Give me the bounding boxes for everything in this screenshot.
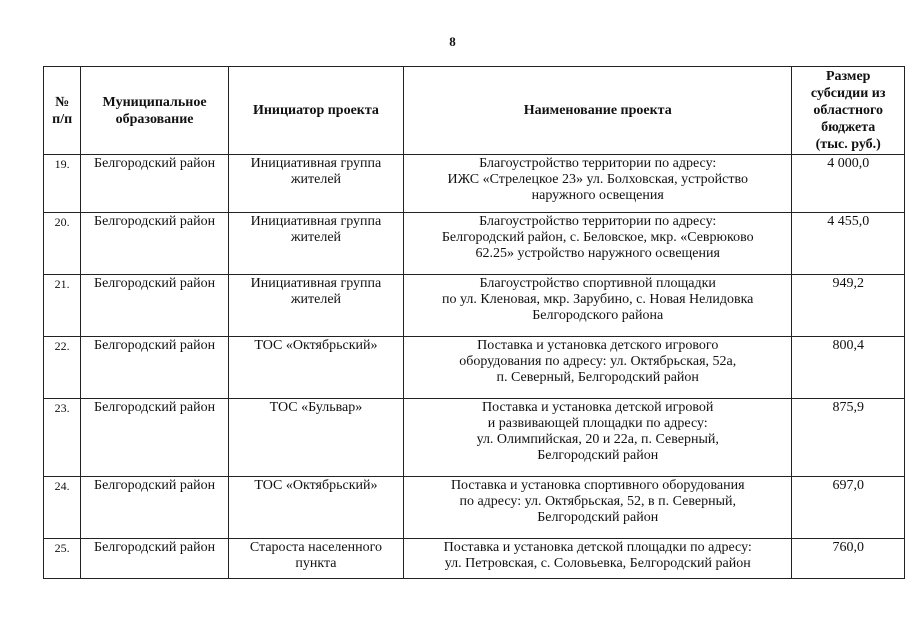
row-project <box>404 539 792 579</box>
row-initiator <box>228 477 403 539</box>
row-project-line: Белгородский район <box>537 448 659 463</box>
header-number-line: п/п <box>52 111 73 127</box>
row-municipality: Белгородский район <box>81 213 229 275</box>
header-subsidy-line: бюджета <box>821 120 876 135</box>
header-municipality <box>81 67 229 155</box>
row-project-line: и развивающей площадки по адресу: <box>487 416 708 431</box>
row-initiator-line: Староста населенного <box>249 540 382 555</box>
row-project <box>404 275 792 337</box>
row-project-line: Белгородский район, с. Беловское, мкр. «Севрюково <box>441 230 754 245</box>
header-municipality-line: образование <box>115 111 194 127</box>
row-project-line: Белгородского района <box>532 308 664 323</box>
row-initiator-line: ТОС «Октябрьский» <box>254 338 378 353</box>
row-number: 23. <box>44 399 81 477</box>
row-initiator-line: жителей <box>290 292 342 307</box>
row-number: 20. <box>44 213 81 275</box>
page-number: 8 <box>449 34 456 49</box>
row-initiator-line: жителей <box>290 172 342 187</box>
table-row <box>44 275 905 337</box>
row-project-line: оборудования по адресу: ул. Октябрьская, 52а, <box>459 354 737 369</box>
header-number-line: № <box>55 94 70 110</box>
row-initiator <box>228 213 403 275</box>
row-project-line: Поставка и установка детского игрового <box>477 338 719 353</box>
header-municipality-line: Муниципальное <box>102 94 207 110</box>
row-project-line: Благоустройство спортивной площадки <box>479 276 716 291</box>
row-number: 21. <box>44 275 81 337</box>
row-initiator-line: ТОС «Бульвар» <box>269 400 363 415</box>
row-project-line: ул. Петровская, с. Соловьевка, Белгородский район <box>444 556 751 571</box>
row-amount: 800,4 <box>792 337 905 399</box>
row-municipality: Белгородский район <box>81 275 229 337</box>
row-project-line: Поставка и установка спортивного оборудования <box>450 478 745 493</box>
table-row <box>44 477 905 539</box>
row-initiator <box>228 275 403 337</box>
row-number: 22. <box>44 337 81 399</box>
row-project-line: п. Северный, Белгородский район <box>496 370 699 385</box>
row-project-line: ул. Олимпийская, 20 и 22а, п. Северный, <box>476 432 719 447</box>
row-project <box>404 477 792 539</box>
header-number <box>44 67 81 155</box>
subsidy-table <box>43 66 905 579</box>
row-amount: 697,0 <box>792 477 905 539</box>
row-initiator <box>228 399 403 477</box>
row-amount: 4 000,0 <box>792 155 905 213</box>
row-municipality: Белгородский район <box>81 477 229 539</box>
table-body <box>44 155 905 579</box>
row-amount: 875,9 <box>792 399 905 477</box>
row-project-line: 62.25» устройство наружного освещения <box>475 246 720 261</box>
header-subsidy-line: субсидии из <box>810 86 886 101</box>
table-header-row <box>44 67 905 155</box>
row-project-line: Белгородский район <box>537 510 659 525</box>
row-initiator-line: Инициативная группа <box>250 276 382 291</box>
row-project <box>404 337 792 399</box>
row-amount: 760,0 <box>792 539 905 579</box>
header-project: Наименование проекта <box>404 67 792 155</box>
row-project-line: по ул. Кленовая, мкр. Зарубино, с. Новая Нелидовка <box>442 292 754 307</box>
row-project-line: Благоустройство территории по адресу: <box>479 214 717 229</box>
row-number: 24. <box>44 477 81 539</box>
table-row <box>44 155 905 213</box>
row-project-line: Поставка и установка детской игровой <box>482 400 714 415</box>
row-initiator-line: пункта <box>295 556 337 571</box>
row-municipality: Белгородский район <box>81 155 229 213</box>
header-subsidy-line: областного <box>813 103 884 118</box>
table-row <box>44 539 905 579</box>
row-initiator <box>228 539 403 579</box>
table-row <box>44 337 905 399</box>
row-initiator-line: ТОС «Октябрьский» <box>254 478 378 493</box>
row-initiator-line: жителей <box>290 230 342 245</box>
row-initiator <box>228 337 403 399</box>
row-initiator <box>228 155 403 213</box>
row-project-line: по адресу: ул. Октябрьская, 52, в п. Северный, <box>459 494 736 509</box>
row-initiator-line: Инициативная группа <box>250 156 382 171</box>
row-number: 25. <box>44 539 81 579</box>
row-project-line: ИЖС «Стрелецкое 23» ул. Болховская, устройство <box>447 172 748 187</box>
table-row <box>44 213 905 275</box>
row-project-line: Поставка и установка детской площадки по адресу: <box>443 540 752 555</box>
row-amount: 4 455,0 <box>792 213 905 275</box>
row-initiator-line: Инициативная группа <box>250 214 382 229</box>
row-project <box>404 399 792 477</box>
row-amount: 949,2 <box>792 275 905 337</box>
row-municipality: Белгородский район <box>81 539 229 579</box>
row-project-line: Благоустройство территории по адресу: <box>479 156 717 171</box>
header-initiator: Инициатор проекта <box>228 67 403 155</box>
header-subsidy <box>792 67 905 155</box>
row-number: 19. <box>44 155 81 213</box>
row-municipality: Белгородский район <box>81 399 229 477</box>
row-project <box>404 213 792 275</box>
table-row <box>44 399 905 477</box>
row-project-line: наружного освещения <box>531 188 664 203</box>
header-subsidy-line: (тыс. руб.) <box>815 137 881 152</box>
header-subsidy-line: Размер <box>825 69 871 84</box>
row-project <box>404 155 792 213</box>
row-municipality: Белгородский район <box>81 337 229 399</box>
